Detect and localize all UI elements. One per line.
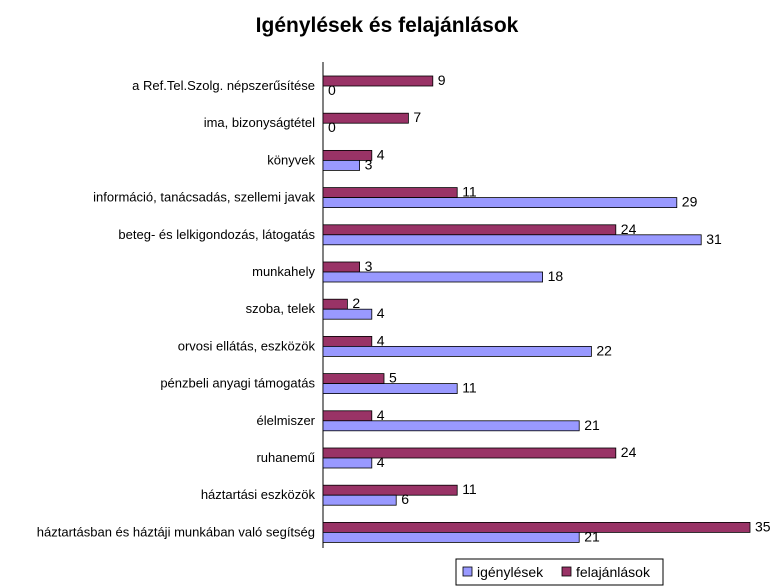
value-label-felajanlasok: 4 [376, 406, 385, 423]
chart-title: Igénylések és felajánlások [255, 14, 519, 37]
category-label: könyvek [267, 152, 315, 168]
category-label: a Ref.Tel.Szolg. népszerűsítése [132, 78, 315, 93]
value-label-felajanlasok: 4 [376, 146, 385, 163]
value-label-igenylesek: 4 [376, 305, 385, 322]
value-label-felajanlasok: 5 [389, 369, 397, 386]
value-label-igenylesek: 21 [584, 416, 600, 433]
value-label-felajanlasok: 24 [620, 220, 637, 237]
bar-igenylesek [323, 495, 396, 505]
category-label: pénzbeli anyagi támogatás [160, 375, 315, 391]
category-label: élelmiszer [256, 412, 315, 428]
value-label-igenylesek: 31 [706, 230, 722, 247]
bar-igenylesek [323, 160, 360, 170]
category-label: háztartásban és háztáji munkában való segítség [36, 524, 315, 540]
bar-felajanlasok [323, 448, 616, 458]
bar-igenylesek [323, 235, 701, 245]
value-label-felajanlasok: 7 [413, 109, 422, 126]
bar-felajanlasok [323, 411, 372, 421]
bar-felajanlasok [323, 225, 616, 235]
value-label-felajanlasok: 4 [376, 332, 385, 349]
value-label-igenylesek: 11 [462, 379, 477, 396]
value-label-felajanlasok: 9 [437, 72, 446, 88]
value-label-igenylesek: 6 [401, 491, 409, 508]
category-label: munkahely [252, 264, 315, 279]
value-label-felajanlasok: 24 [620, 444, 637, 460]
bar-felajanlasok [323, 188, 457, 198]
legend [456, 559, 663, 585]
bar-felajanlasok [323, 522, 750, 532]
category-label: orvosi ellátás, eszközök [177, 338, 315, 354]
value-label-felajanlasok: 2 [352, 295, 361, 312]
bar-igenylesek [323, 198, 677, 208]
value-label-igenylesek: 0 [328, 119, 336, 136]
value-label-igenylesek: 29 [681, 193, 698, 210]
bar-igenylesek [323, 309, 372, 319]
value-label-igenylesek: 4 [376, 454, 385, 470]
category-label: háztartási eszközök [200, 487, 315, 503]
legend-label-felajanlasok: felajánlások [576, 564, 650, 580]
bar-felajanlasok [323, 113, 408, 123]
bar-felajanlasok [323, 374, 384, 384]
category-label: információ, tanácsadás, szellemi javak [93, 189, 315, 205]
value-label-felajanlasok: 35 [755, 518, 771, 535]
value-label-felajanlasok: 11 [462, 481, 477, 498]
category-label: beteg- és lelkigondozás, látogatás [118, 226, 315, 242]
value-label-felajanlasok: 11 [462, 183, 477, 200]
bar-igenylesek [323, 532, 579, 542]
category-label: ima, bizonyságtétel [203, 115, 315, 131]
legend-swatch-felajanlasok [562, 567, 571, 576]
category-label: szoba, telek [245, 301, 315, 317]
bar-igenylesek [323, 346, 591, 356]
labels-group [37, 72, 771, 544]
bar-felajanlasok [323, 336, 372, 346]
bar-felajanlasok [323, 76, 433, 86]
bar-igenylesek [323, 421, 579, 431]
value-label-igenylesek: 21 [584, 528, 600, 545]
category-label: ruhanemű [256, 450, 315, 465]
bar-igenylesek [323, 272, 543, 282]
bar-felajanlasok [323, 262, 360, 272]
value-label-felajanlasok: 3 [364, 258, 373, 274]
bar-felajanlasok [323, 299, 347, 309]
legend-swatch-igenylesek [463, 567, 472, 576]
bar-felajanlasok [323, 485, 457, 495]
bar-igenylesek [323, 458, 372, 468]
bars-group [323, 76, 750, 545]
legend-label-igenylesek: igénylések [477, 564, 544, 580]
value-label-igenylesek: 18 [547, 268, 564, 284]
value-label-igenylesek: 22 [596, 342, 612, 359]
value-label-igenylesek: 0 [328, 82, 336, 98]
value-label-igenylesek: 3 [364, 156, 373, 173]
